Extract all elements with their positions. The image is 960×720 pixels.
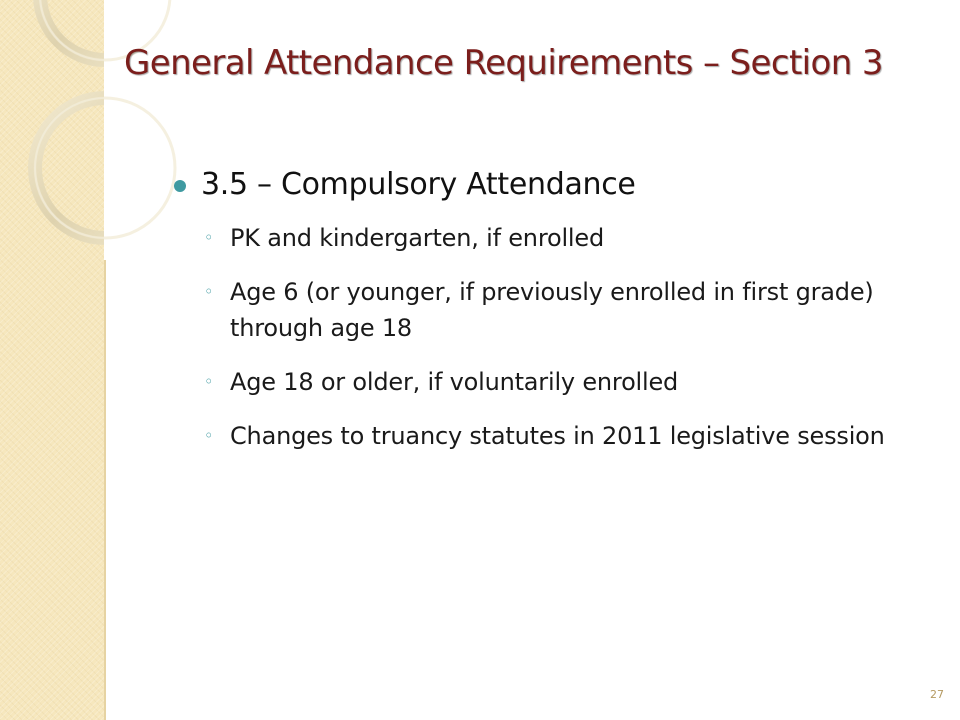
sub-bullet-text: PK and kindergarten, if enrolled [230, 224, 604, 252]
sub-bullet [204, 274, 930, 346]
sub-bullet-text: Changes to truancy statutes in 2011 legislative session [230, 422, 885, 450]
main-bullet-text: 3.5 – Compulsory Attendance [201, 167, 636, 202]
slide-title: General Attendance Requirements – Section 3 [124, 43, 883, 83]
hollow-bullet-icon: ◦ [204, 426, 214, 445]
sub-bullet-text: Age 18 or older, if voluntarily enrolled [230, 368, 679, 396]
hollow-bullet-icon: ◦ [204, 228, 214, 247]
main-bullet [174, 162, 944, 208]
decorative-rings-icon [0, 0, 200, 260]
sub-bullet-text: Age 6 (or younger, if previously enrolled in first grade) through age 18 [230, 278, 874, 342]
slide-content [174, 162, 944, 454]
sub-bullet-list [174, 220, 944, 454]
hollow-bullet-icon: ◦ [204, 372, 214, 391]
sub-bullet [204, 418, 930, 454]
bullet-dot-icon [174, 180, 186, 192]
sub-bullet [204, 220, 930, 256]
sub-bullet [204, 364, 930, 400]
page-number: 27 [930, 688, 944, 701]
hollow-bullet-icon: ◦ [204, 282, 214, 301]
